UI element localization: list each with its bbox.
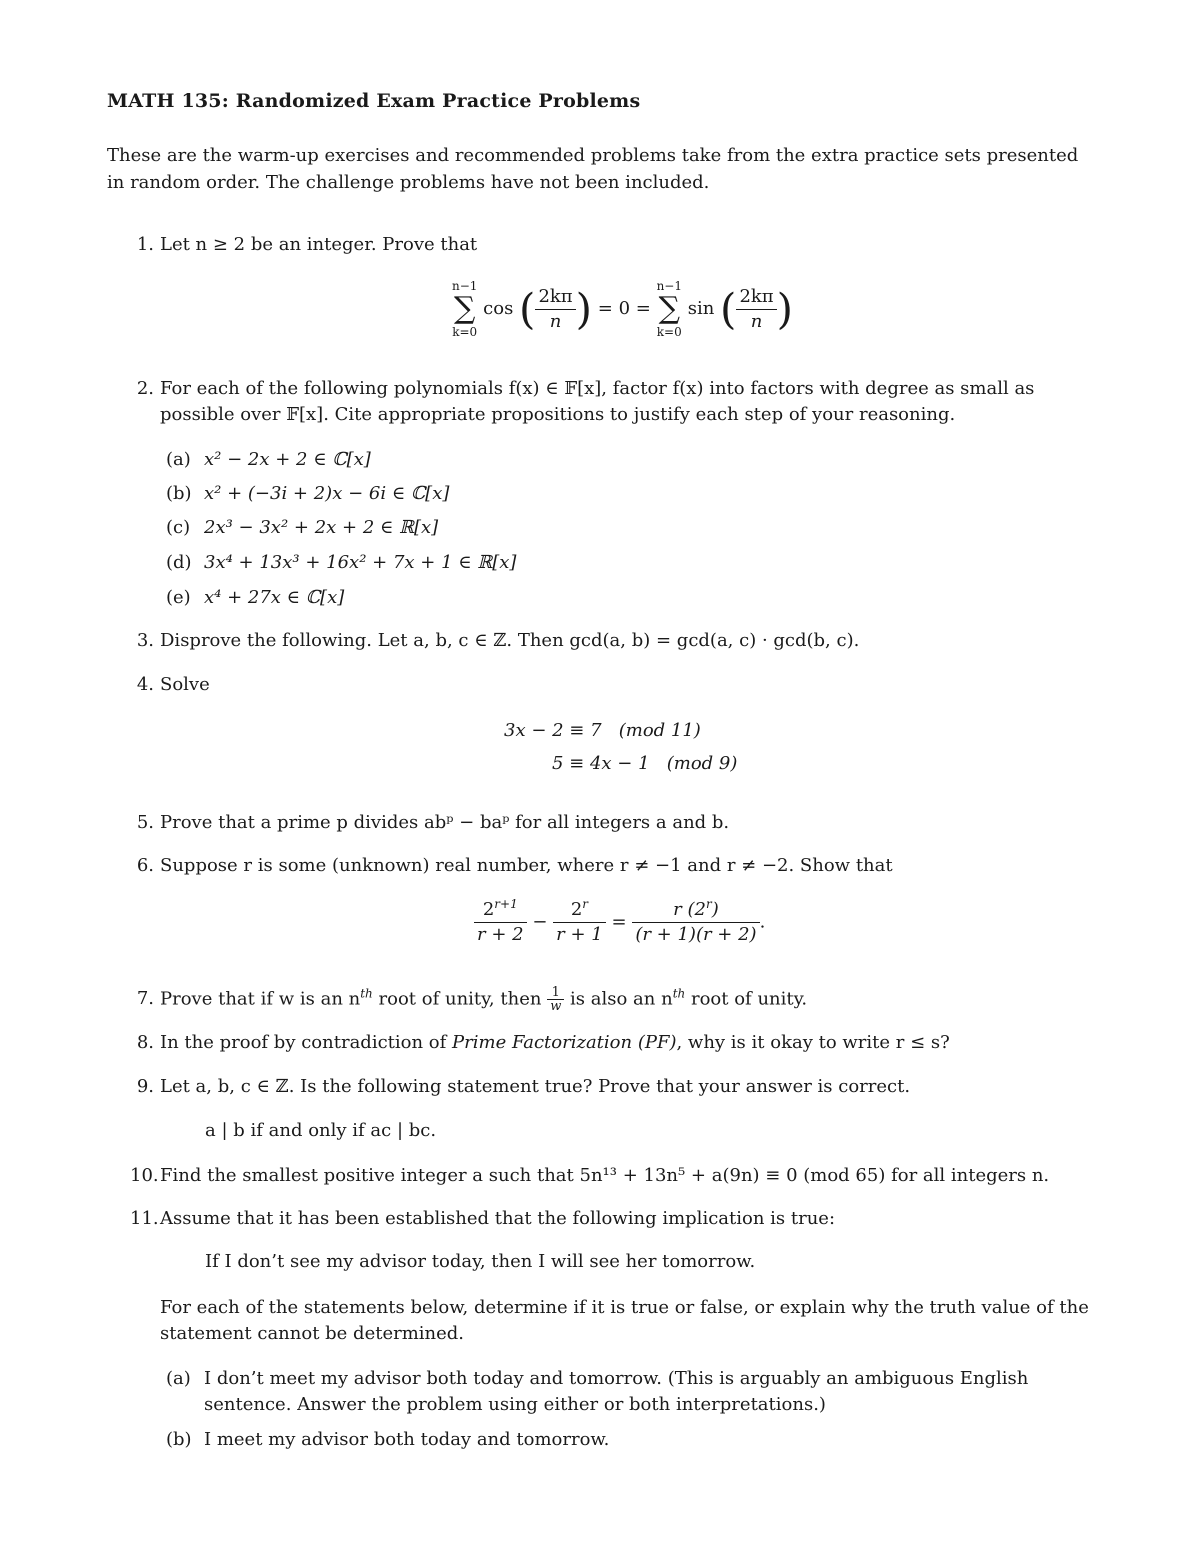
problem-text: Prove that a prime p divides abᵖ − baᵖ for all integers a and b. — [160, 812, 730, 833]
problem-number: 6. — [136, 855, 154, 876]
problem-text: Disprove the following. Let a, b, c ∈ ℤ. Then gcd(a, b) = gcd(a, c) · gcd(b, c). — [160, 630, 860, 651]
problem-number: 4. — [136, 674, 154, 695]
intro-paragraph: These are the warm-up exercises and recommended problems take from the extra practice sets presented in random order. The challenge problems have not been included. — [107, 145, 1079, 193]
p4-congruence-2: 5 ≡ 4x − 1 (mod 9) — [552, 753, 738, 774]
problem-text: For each of the following polynomials f(x) ∈ 𝔽[x], factor f(x) into factors with degree as small as possible over 𝔽[x]. Cite appropriate propositions to justify each step of your reasoning. — [160, 378, 1035, 425]
problem-number: 8. — [136, 1032, 154, 1053]
problem-text: Let n ≥ 2 be an integer. Prove that — [160, 234, 478, 255]
equals-zero: = 0 = — [597, 298, 651, 319]
page-title: MATH 135: Randomized Exam Practice Problems — [107, 90, 641, 112]
p2-part-e: (e) x⁴ + 27x ∈ ℂ[x] — [166, 587, 345, 608]
p9-statement: a | b if and only if ac | bc. — [205, 1120, 437, 1141]
p6-formula: $\frac{2^{r+1}}{r + 2}$ − $\frac{2^r}{r + 1}$ = $\frac{r (2^r)}{(r + 1)(r + 2)}$ . — [474, 898, 765, 947]
p2-part-a: (a) x² − 2x + 2 ∈ ℂ[x] — [166, 449, 371, 470]
p2-part-b: (b) x² + (−3i + 2)x − 6i ∈ ℂ[x] — [166, 483, 450, 504]
problem-number: 3. — [136, 630, 154, 651]
problem-text: Suppose r is some (unknown) real number, where r ≠ −1 and r ≠ −2. Show that — [160, 855, 893, 876]
problem-number: 11. — [130, 1208, 159, 1229]
problem-number: 10. — [130, 1165, 159, 1186]
problem-text: Solve — [160, 674, 210, 695]
p2-part-c: (c) 2x³ − 3x² + 2x + 2 ∈ ℝ[x] — [166, 517, 439, 538]
fraction: $\frac{2^{r+1}}{r + 2}$ — [474, 898, 527, 947]
fraction: $\frac{r (2^r)}{(r + 1)(r + 2)}$ — [632, 898, 759, 947]
problem-number: 1. — [136, 234, 154, 255]
problem-number: 7. — [136, 988, 154, 1009]
sin-label: sin — [687, 298, 715, 319]
p11-implication: If I don’t see my advisor today, then I will see her tomorrow. — [205, 1251, 756, 1272]
p4-congruence-1: 3x − 2 ≡ 7 (mod 11) — [504, 720, 701, 741]
p1-formula: n−1 ∑ k=0 cos ( $\frac{2k\pi}{n}$ ) = 0 = n−1 ∑ k=0 sin ( $\frac{2k\pi}{n}$ ) — [452, 279, 794, 339]
problem-text: Assume that it has been established that the following implication is true: — [160, 1208, 836, 1229]
problem-text: Find the smallest positive integer a such that 5n¹³ + 13n⁵ + a(9n) ≡ 0 (mod 65) for all integers n. — [160, 1165, 1050, 1186]
problem-text: Prove that if w is an $n^{th}$ root of unity, then $\frac{1}{w}$ is also an $n^{th}$ root of unity. — [160, 985, 808, 1014]
sum-symbol: n−1 ∑ k=0 — [656, 279, 682, 339]
fraction: $\frac{2k\pi}{n}$ — [535, 285, 575, 334]
fraction: $\frac{1}{w}$ — [547, 986, 564, 1013]
fraction: $\frac{2^r}{r + 1}$ — [553, 898, 606, 947]
p11-paragraph: For each of the statements below, determine if it is true or false, or explain why the truth value of the statement cannot be determined. — [160, 1297, 1089, 1344]
problem-number: 2. — [136, 378, 154, 399]
problem-number: 5. — [136, 812, 154, 833]
problem-number: 9. — [136, 1076, 154, 1097]
p2-part-d: (d) 3x⁴ + 13x³ + 16x² + 7x + 1 ∈ ℝ[x] — [166, 552, 517, 573]
problem-text: In the proof by contradiction of Prime Factorization (PF), why is it okay to write r ≤ s? — [160, 1032, 950, 1053]
problem-text: Let a, b, c ∈ ℤ. Is the following statement true? Prove that your answer is correct. — [160, 1076, 911, 1097]
fraction: $\frac{2k\pi}{n}$ — [736, 285, 776, 334]
cos-label: cos — [483, 298, 514, 319]
sum-symbol: n−1 ∑ k=0 — [452, 279, 478, 339]
document-page: MATH 135: Randomized Exam Practice Problems These are the warm-up exercises and recommended problems take from the extra practice sets presented in random order. The challenge problems have not been included. 1. Let n ≥ 2 be an integer. Prove that n−1 ∑ k=0 cos ( $\frac{2k\pi}{n}$ ) = 0 = n−1 ∑ k=0 sin ( $\frac{2k\pi}{n}$ ) 2. For each of the following polynomials f(x) ∈ 𝔽[x], factor f(x) into factors with degree as small as possible over 𝔽[x]. Cite appropriate propositions to justify each step of your reasoning. (a) x² − 2x + 2 ∈ ℂ[x] (b) x² + (−3i + 2)x − 6i ∈ ℂ[x] (c) 2x³ − 3x² + 2x + 2 ∈ ℝ[x] (d) 3x⁴ + 13x³ + 16x² + 7x + 1 ∈ ℝ[x] (e) x⁴ + 27x ∈ ℂ[x] 3. Disprove the following. Let a, b, c ∈ ℤ. Then gcd(a, b) = gcd(a, c) · gcd(b, c). 4. Solve 3x − 2 ≡ 7 (mod 11) 5 ≡ 4x − 1 (mod 9) 5. Prove that a prime p divides abᵖ − baᵖ for all integers a and b. 6. Suppose r is some (unknown) real number, where r ≠ −1 and r ≠ −2. Show that $\frac{2^{r+1}}{r + 2}$ − $\frac{2^r}{r + 1}$ = $\frac{r (2^r)}{(r + 1)(r + 2)}$ . 7. Prove that if w is an $n^{th}$ root of unity, then $\frac{1}{w}$ is also an $n^{th}$ root of unity. 8. In the proof by contradiction of Prime Factorization (PF), why is it okay to write r ≤ s? 9. Let a, b, c ∈ ℤ. Is the following statement true? Prove that your answer is correct. a | b if and only if ac | bc. 10. Find the smallest positive integer a such that 5n¹³ + 13n⁵ + a(9n) ≡ 0 (mod 65) for all integers n. 11. Assume that it has been established that the following implication is true: If I don’t see my advisor today, then I will see her tomorrow. For each of the statements below, determine if it is true or false, or explain why the truth value of the statement cannot be determined. (a) I don’t meet my advisor both today and tomorrow. (This is arguably an ambiguous English sentence. Answer the problem using either or both interpretations.) (b) I meet my advisor both today and tomorrow. — [0, 0, 1200, 1553]
